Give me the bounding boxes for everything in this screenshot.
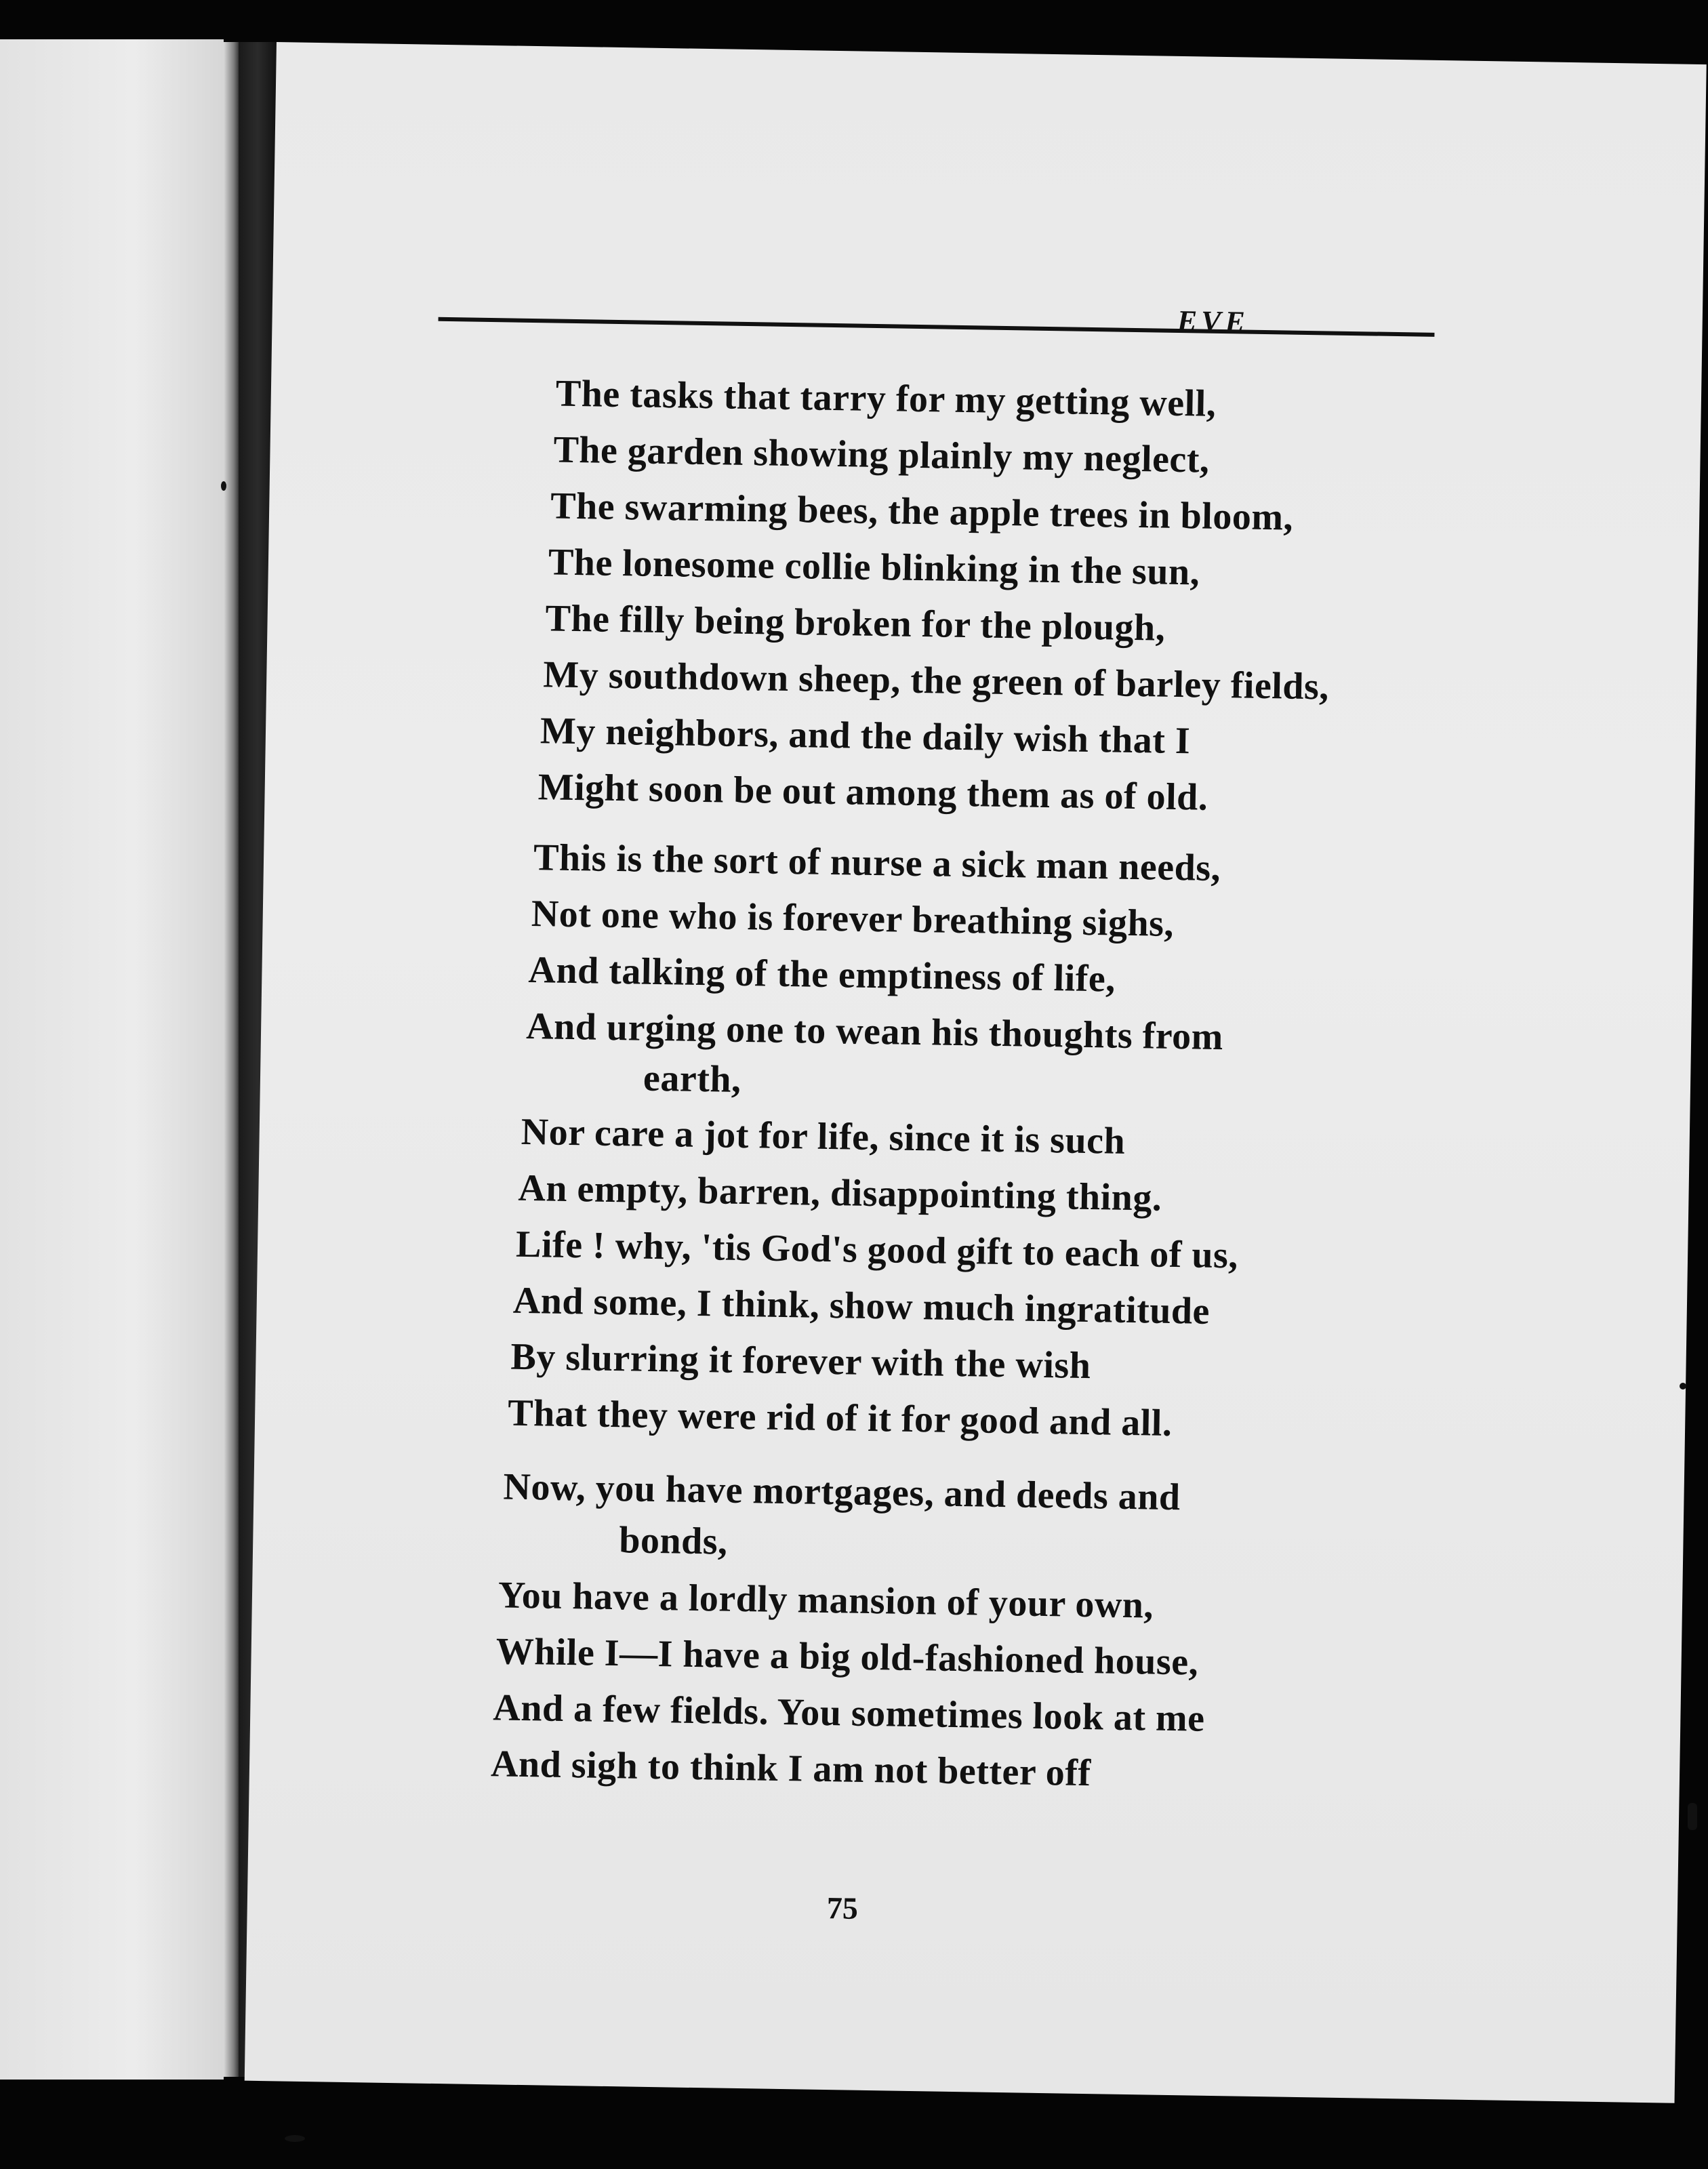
book-spine bbox=[224, 42, 239, 2077]
poem-line: And sigh to think I am not better off bbox=[490, 1743, 1092, 1795]
poem-line: An empty, barren, disappointing thing. bbox=[517, 1167, 1162, 1219]
poem-line: By slurring it forever with the wish bbox=[510, 1335, 1091, 1387]
scan-speck bbox=[285, 2135, 305, 2142]
poem-line: My neighbors, and the daily wish that I bbox=[540, 710, 1191, 763]
poem-line: Might soon be out among them as of old. bbox=[537, 766, 1208, 819]
poem-line: The garden showing plainly my neglect, bbox=[553, 428, 1210, 481]
poem-line: My southdown sheep, the green of barley fields, bbox=[542, 653, 1330, 708]
page-text bbox=[245, 42, 1707, 2098]
poem-line: Now, you have mortgages, and deeds and bbox=[503, 1465, 1181, 1519]
scan-speck bbox=[1688, 1803, 1697, 1830]
right-page bbox=[245, 42, 1707, 2103]
poem-line: This is the sort of nurse a sick man needs, bbox=[533, 836, 1221, 890]
poem-line: The tasks that tarry for my getting well, bbox=[555, 372, 1217, 425]
page-number: 75 bbox=[826, 1890, 859, 1926]
poem-line: And some, I think, show much ingratitude bbox=[512, 1279, 1211, 1333]
poem-line: You have a lordly mansion of your own, bbox=[497, 1574, 1154, 1627]
poem-line: While I—I have a big old-fashioned house, bbox=[495, 1630, 1199, 1684]
left-page-edge bbox=[0, 39, 224, 2080]
poem-line: And a few fields. You sometimes look at me bbox=[492, 1686, 1206, 1740]
poem-line-continuation: bonds, bbox=[618, 1519, 729, 1563]
poem-line: That they were rid of it for good and all. bbox=[507, 1392, 1173, 1445]
running-head: EVE bbox=[1177, 304, 1250, 339]
poem-line: Nor care a jot for life, since it is such bbox=[521, 1110, 1126, 1162]
poem-line-continuation: earth, bbox=[643, 1057, 742, 1101]
poem-line: The lonesome collie blinking in the sun, bbox=[548, 541, 1200, 594]
scan-speck bbox=[1680, 1383, 1686, 1390]
poem-line: And talking of the emptiness of life, bbox=[528, 949, 1116, 1000]
poem-line: The filly being broken for the plough, bbox=[545, 597, 1166, 649]
poem-line: Life ! why, 'tis God's good gift to each of us, bbox=[515, 1223, 1239, 1277]
poem-line: The swarming bees, the apple trees in bloom, bbox=[550, 485, 1294, 539]
scan-speck bbox=[221, 481, 226, 491]
poem-line: Not one who is forever breathing sighs, bbox=[531, 893, 1175, 945]
poem-line: And urging one to wean his thoughts from bbox=[525, 1005, 1224, 1059]
